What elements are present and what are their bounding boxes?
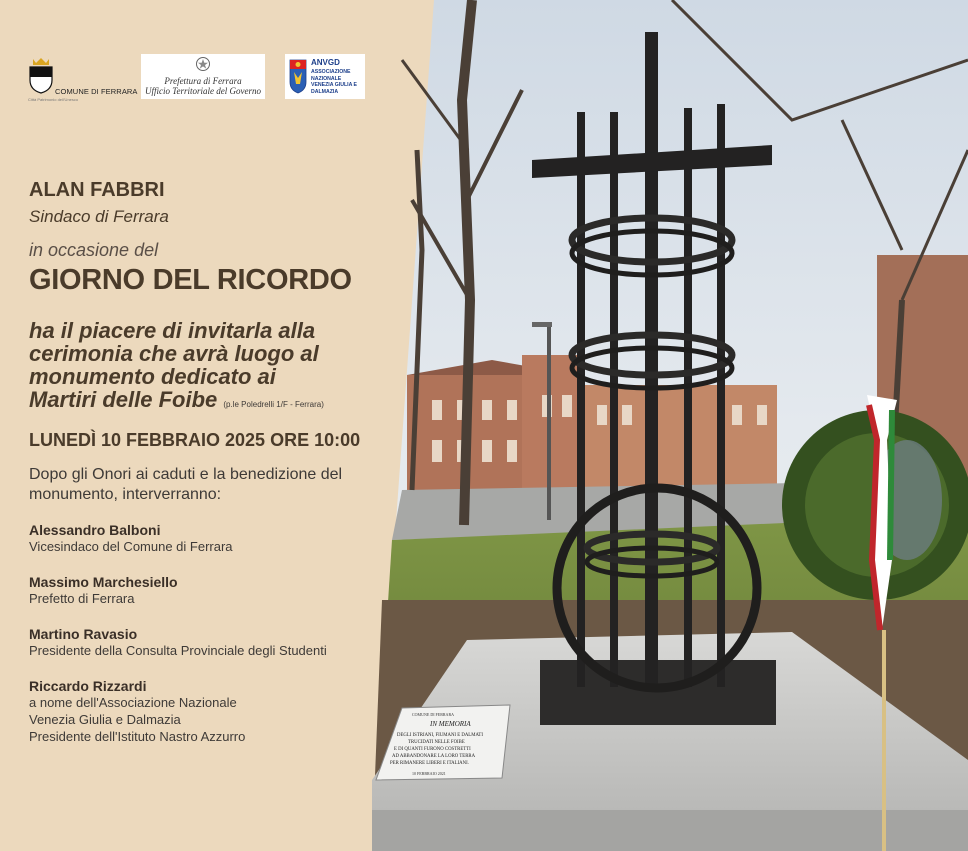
plaque-line: AD ABBANDONARE LA LORO TERRA [392,754,476,759]
anvgd-line4: DALMAZIA [311,88,339,95]
anvgd-line3: VENEZIA GIULIA E [311,82,358,89]
prefettura-line2: Ufficio Territoriale del Governo [145,86,261,96]
speaker-role: a nome dell'Associazione Nazionale [29,695,237,710]
ferrara-crest-icon [28,56,54,94]
speaker-role: Venezia Giulia e Dalmazia [29,712,181,727]
invitation-panel [0,0,430,851]
plaque-line: TRUCIDATI NELLE FOIBE [408,740,465,745]
speaker-role: Vicesindaco del Comune di Ferrara [29,539,233,554]
event-address: (p.le Poledrelli 1/F - Ferrara) [223,400,324,409]
plaque-title: IN MEMORIA [430,720,471,728]
speaker-name: Massimo Marchesiello [29,574,178,590]
host-role: Sindaco di Ferrara [29,207,169,226]
anvgd-line1: ASSOCIAZIONE [311,69,351,75]
anvgd-shield-icon [289,58,307,94]
speaker-2 [29,574,178,607]
plaque-line: PER RIMANERE LIBERI E ITALIANI. [390,761,469,766]
invitation-text [29,319,429,416]
speaker-name: Alessandro Balboni [29,522,161,538]
invite-line1: ha il piacere di invitarla alla [29,318,316,343]
monument-photo [372,0,968,851]
ferrara-logo-name: COMUNE DI FERRARA [55,87,138,96]
anvgd-line2: NAZIONALE [311,75,342,82]
anvgd-logo [285,54,365,99]
host-name: ALAN FABBRI [29,179,165,201]
invite-line3: monumento dedicato ai [29,364,276,389]
comune-ferrara-logo [28,52,138,102]
speaker-role: Prefetto di Ferrara [29,591,135,606]
plaque-line: E DI QUANTI FURONO COSTRETTI [394,747,471,752]
invite-line2: cerimonia che avrà luogo al [29,341,319,366]
prefettura-line1: Prefettura di Ferrara [164,76,242,86]
plaque-date: 10 FEBBRAIO 2021 [412,771,446,776]
speaker-3 [29,626,327,659]
anvgd-fullname [311,69,365,95]
anvgd-acronym: ANVGD [311,58,340,67]
speaker-role: Presidente della Consulta Provinciale degli Studenti [29,643,327,658]
plaque-header: COMUNE DI FERRARA [412,712,455,717]
event-title: GIORNO DEL RICORDO [29,264,352,296]
invite-line4: Martiri delle Foibe [29,387,218,412]
speaker-1 [29,522,233,555]
speaker-name: Riccardo Rizzardi [29,678,147,694]
ferrara-logo-tagline: Città Patrimonio dell'Unesco [28,97,79,102]
speaker-name: Martino Ravasio [29,626,138,642]
plaque-line: DEGLI ISTRIANI, FIUMANI E DALMATI [397,733,483,738]
speaker-role: Presidente dell'Istituto Nastro Azzurro [29,729,246,744]
event-date-time: LUNEDÌ 10 FEBBRAIO 2025 ORE 10:00 [29,430,361,450]
occasion-text: in occasione del [29,240,159,260]
speaker-4 [29,678,245,745]
prefettura-logo [141,54,265,99]
program-intro: Dopo gli Onori ai caduti e la benedizione del monumento, interverranno: [29,466,343,503]
italian-republic-emblem-icon [195,56,211,72]
